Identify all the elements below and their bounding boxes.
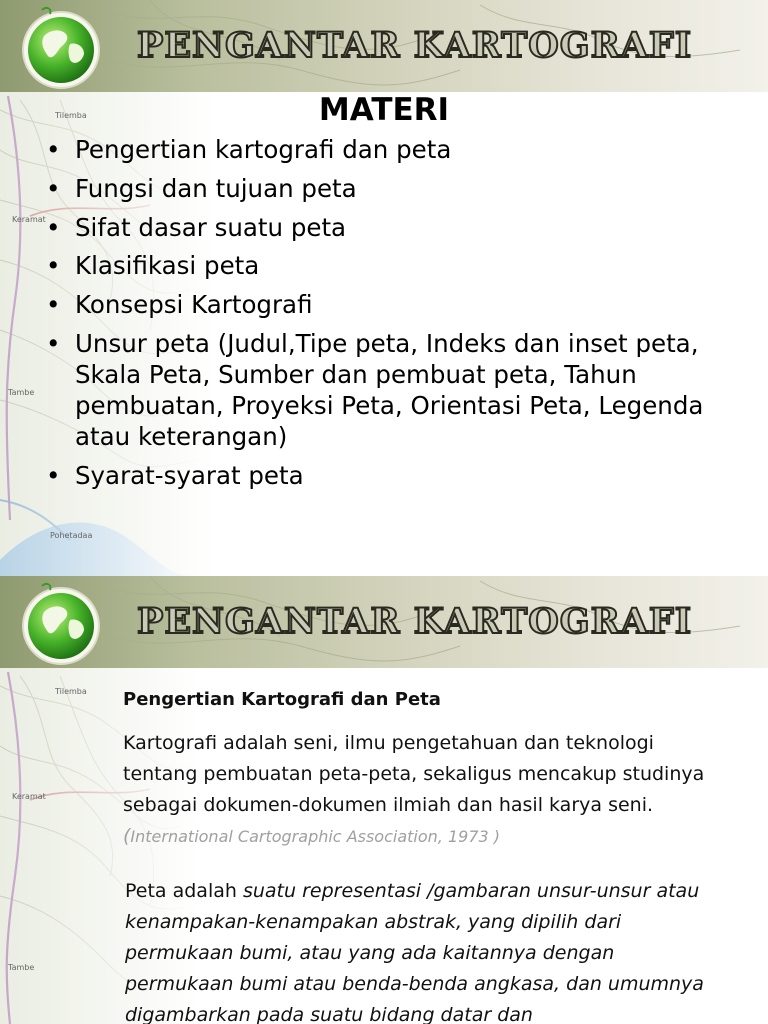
globe-logo-icon	[14, 580, 106, 666]
map-label: Tilemba	[55, 111, 87, 120]
map-label: Tilemba	[55, 687, 87, 696]
map-label: Tambe	[8, 963, 35, 972]
header-title: PENGANTAR KARTOGRAFI	[137, 601, 693, 642]
list-item: • Unsur peta (Judul,Tipe peta, Indeks dan inset peta, Skala Peta, Sumber dan pembuat peta, Tahun pembuatan, Proyeksi Peta, Orientasi Peta, Legenda atau keterangan)	[46, 328, 746, 452]
map-label: Keramat	[12, 792, 46, 801]
list-item: • Syarat-syarat peta	[46, 460, 746, 491]
definition-lead: Peta adalah	[125, 880, 243, 902]
list-item: • Fungsi dan tujuan peta	[46, 173, 746, 204]
slide-pengertian	[0, 576, 768, 1024]
map-label: Tambe	[8, 388, 35, 397]
list-item: • Klasifikasi peta	[46, 250, 746, 281]
list-item: • Konsepsi Kartografi	[46, 289, 746, 320]
citation-open: (	[123, 825, 131, 847]
bullet-list	[46, 134, 746, 499]
definition-kartografi	[123, 728, 723, 852]
list-item: • Sifat dasar suatu peta	[46, 212, 746, 243]
definition-italic-text: suatu representasi /gambaran unsur-unsur atau kenampakan-kenampakan abstrak, yang dipilih dari permukaan bumi, atau yang ada kaitannya dengan permukaan bumi atau benda-benda angkasa, dan umumnya digambarkan pada suatu bidang datar dan	[125, 880, 704, 1024]
section-title: Pengertian Kartografi dan Peta	[123, 689, 441, 710]
globe-logo-icon	[14, 4, 106, 90]
header-title: PENGANTAR KARTOGRAFI	[137, 25, 693, 66]
list-item: • Pengertian kartografi dan peta	[46, 134, 746, 165]
citation: International Cartographic Association, 1973 )	[130, 827, 501, 846]
definition-text: Kartografi adalah seni, ilmu pengetahuan dan teknologi tentang pembuatan peta-peta, sekaligus mencakup studinya sebagai dokumen-dokumen ilmiah dan hasil karya seni.	[123, 732, 705, 816]
slide-title: MATERI	[318, 92, 450, 128]
definition-peta	[125, 876, 725, 1024]
map-label: Pohetadaa	[50, 531, 93, 540]
map-label: Keramat	[12, 215, 46, 224]
